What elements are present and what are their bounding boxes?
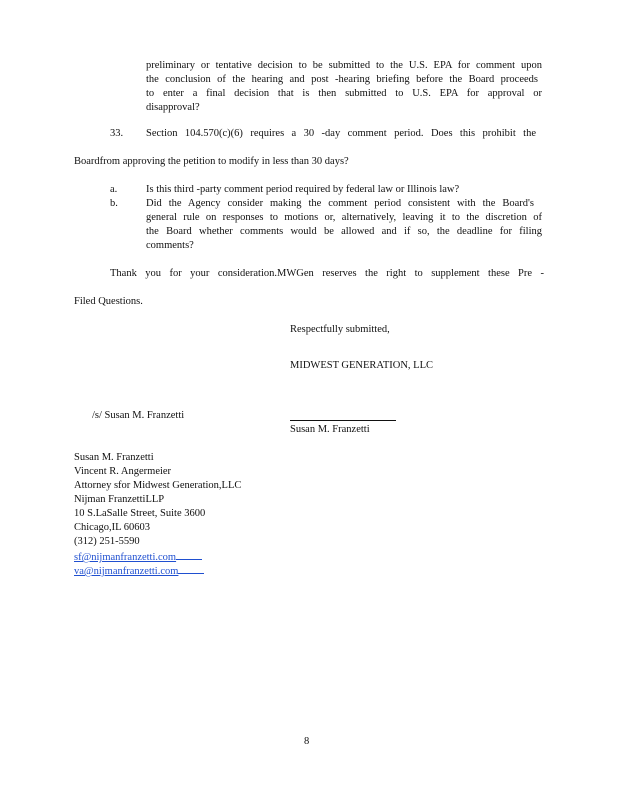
contact-role: Attorney sfor Midwest Generation,LLC (74, 480, 242, 491)
contact-name: Susan M. Franzetti (74, 452, 154, 463)
question-text-line: Section 104.570(c)(6) requires a 30 -day comment period. Does this prohibit the (146, 128, 536, 139)
question-number: 33. (110, 128, 124, 139)
contact-phone: (312) 251-5590 (74, 536, 140, 547)
subitem-text-line: the Board whether comments would be allowed and if so, the deadline for filing (146, 226, 542, 237)
subitem-text-line: general rule on responses to motions or, alternatively, leaving it to the discretion of (146, 212, 542, 223)
closing-line: Thank you for your consideration.MWGen reserves the right to supplement these Pre - (110, 268, 544, 279)
company-name: MIDWEST GENERATION, LLC (290, 360, 434, 371)
subitem-text-line: comments? (146, 240, 194, 251)
email-link-text[interactable]: va@nijmanfranzetti.com (74, 566, 179, 577)
contact-firm: Nijman FranzettiLLP (74, 494, 165, 505)
signature-line (290, 420, 396, 421)
email-link-text[interactable]: sf@nijmanfranzetti.com (74, 552, 177, 563)
paragraph-line: disapproval? (146, 102, 200, 113)
electronic-signature: /s/ Susan M. Franzetti (92, 410, 185, 421)
email-underline-extension (176, 549, 202, 560)
signatory-name: Susan M. Franzetti (290, 424, 370, 435)
closing-line: Filed Questions. (74, 296, 143, 307)
paragraph-line: the conclusion of the hearing and post -hearing briefing before the Board proceeds (146, 74, 538, 85)
subitem-letter: b. (110, 198, 118, 209)
subitem-text-line: Did the Agency consider making the comment period consistent with the Board's (146, 198, 534, 209)
contact-city: Chicago,IL 60603 (74, 522, 151, 533)
page-number: 8 (304, 736, 310, 747)
subitem-letter: a. (110, 184, 118, 195)
paragraph-line: preliminary or tentative decision to be submitted to the U.S. EPA for comment upon (146, 60, 542, 71)
subitem-text-line: Is this third -party comment period required by federal law or Illinois law? (146, 184, 460, 195)
contact-street: 10 S.LaSalle Street, Suite 3600 (74, 508, 206, 519)
email-link[interactable] (74, 563, 204, 579)
paragraph-line: to enter a final decision that is then submitted to U.S. EPA for approval or (146, 88, 542, 99)
contact-name: Vincent R. Angermeier (74, 466, 172, 477)
email-underline-extension (178, 563, 204, 574)
question-text-line: Boardfrom approving the petition to modify in less than 30 days? (74, 156, 349, 167)
respectfully-submitted: Respectfully submitted, (290, 324, 390, 335)
